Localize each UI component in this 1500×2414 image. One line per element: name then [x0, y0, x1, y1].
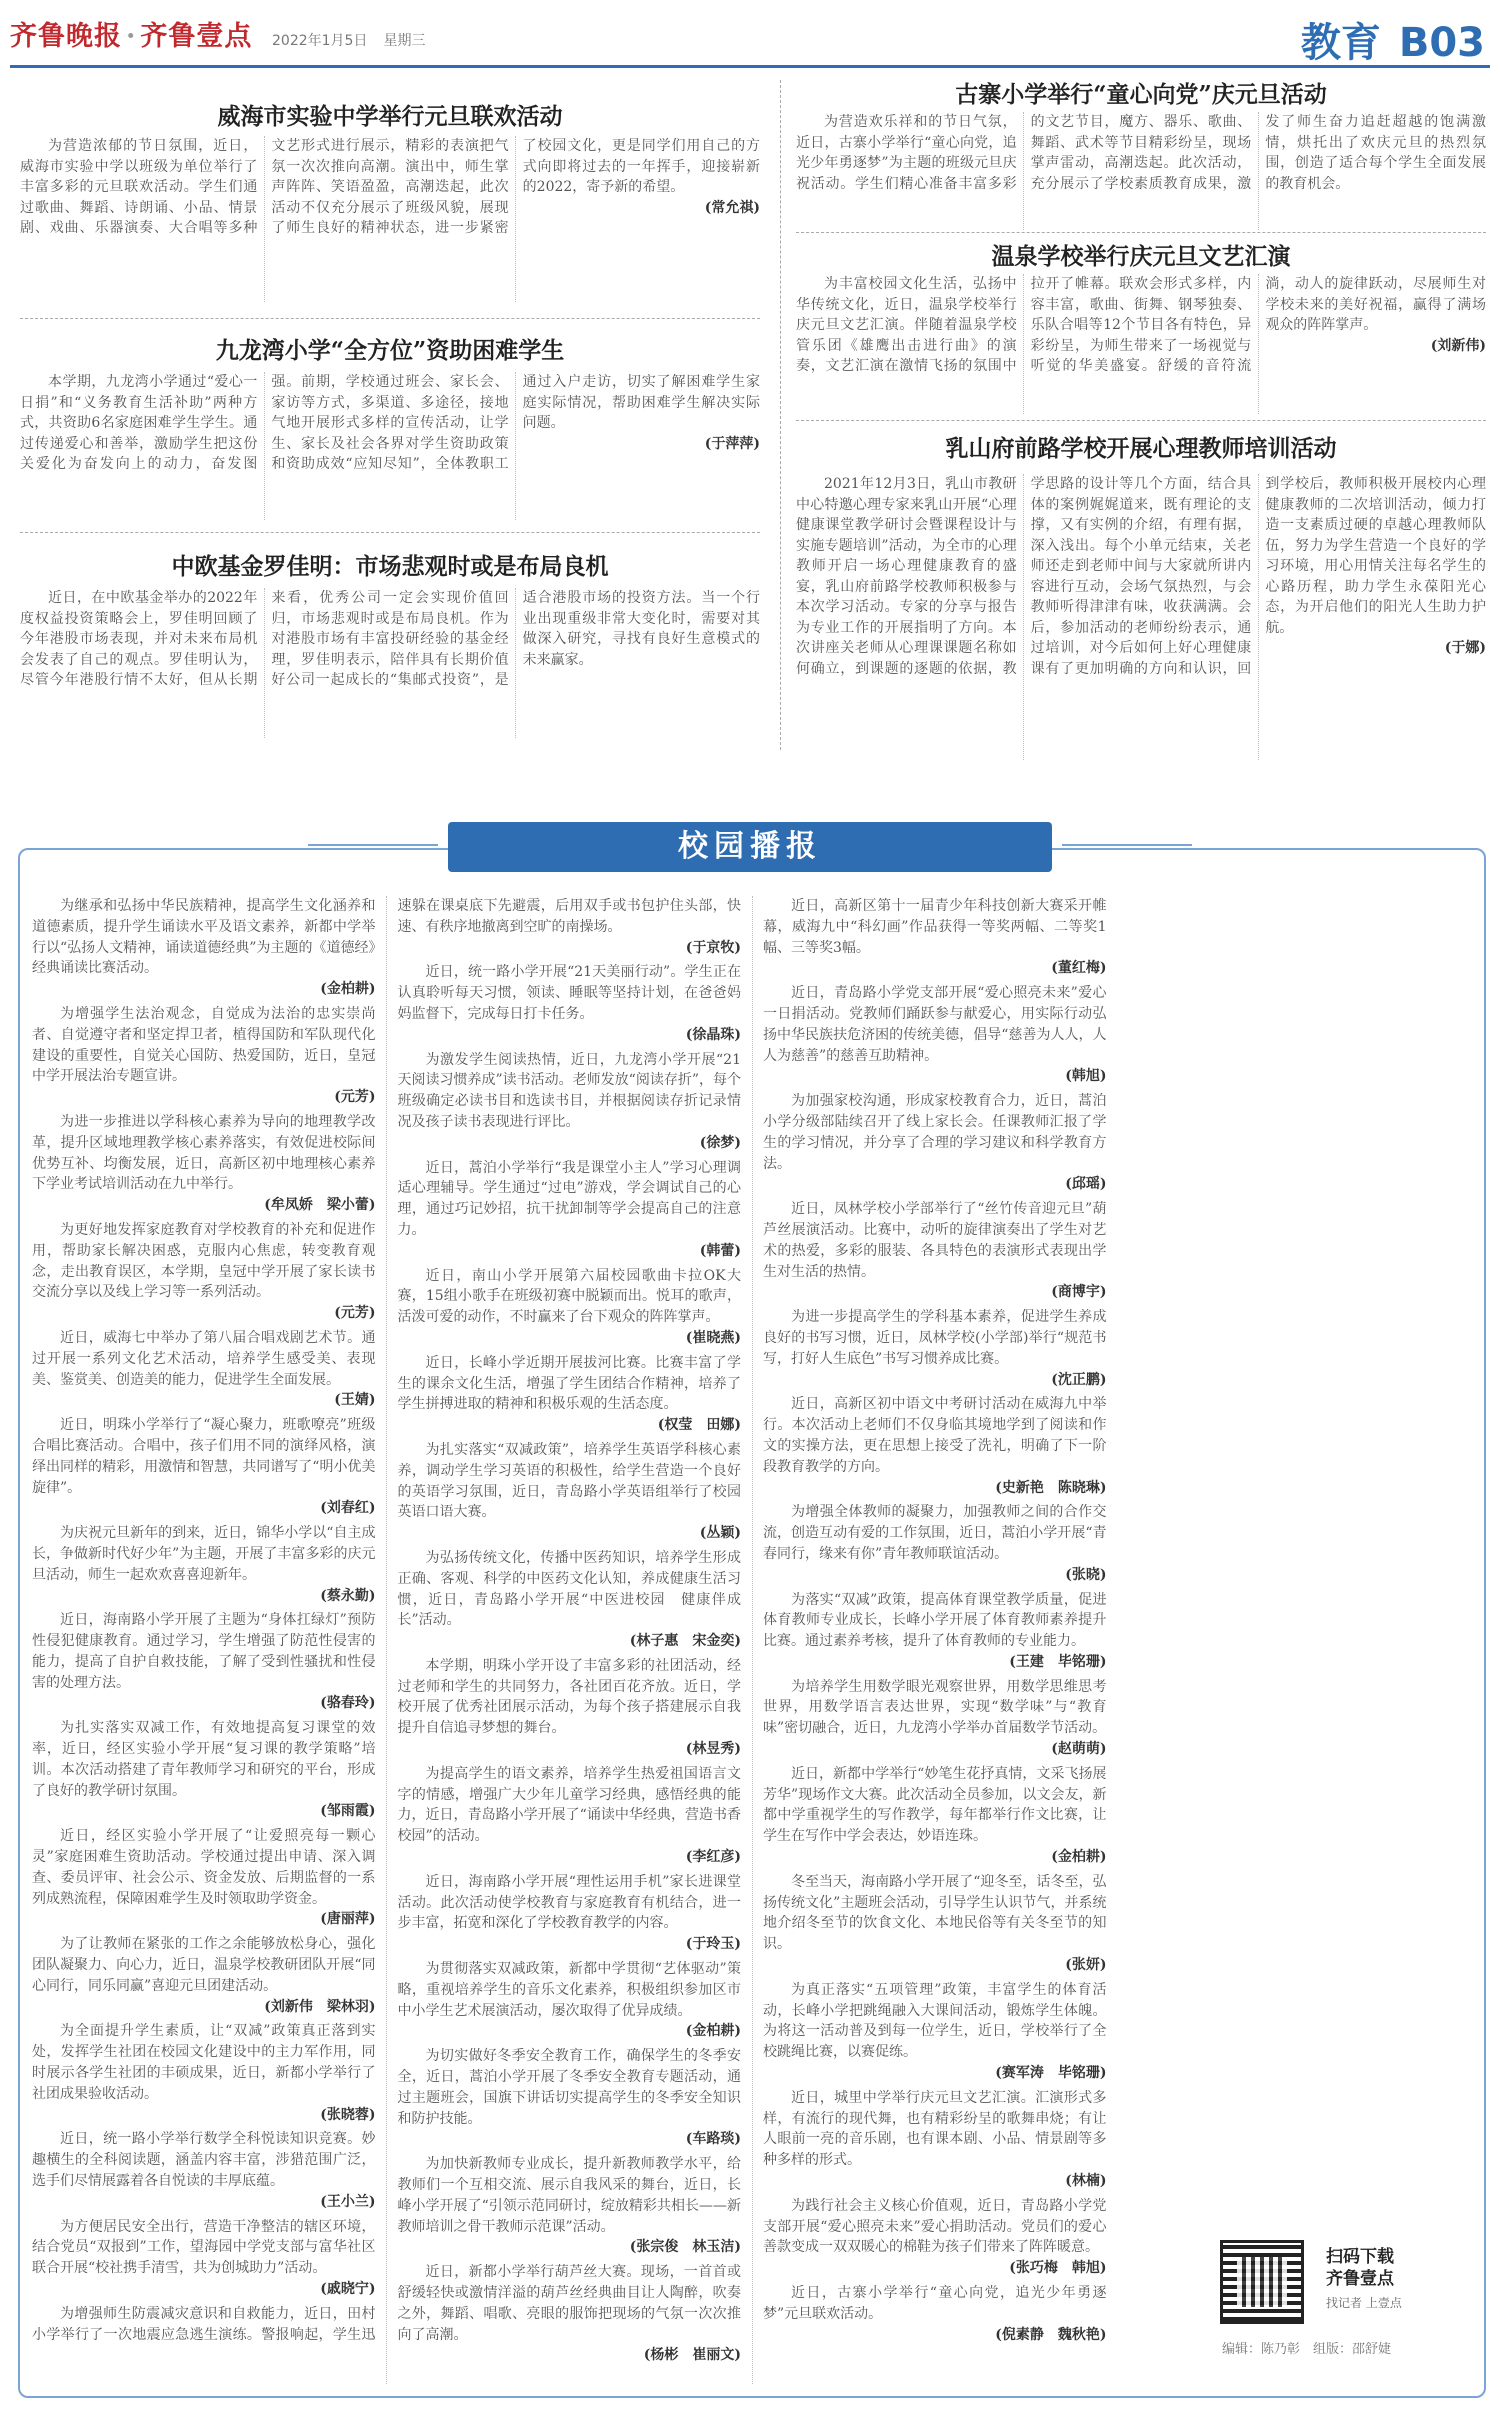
- campus-news-byline: (唐丽萍): [320, 1911, 376, 1928]
- campus-news-text: 为加快新教师专业成长，提升新教师教学水平，给教师们一个互相交流、展示自我风采的舞台，近日，长峰小学开展了“引领示范同研讨，绽放精彩共相长——新教师培训之骨干教师示范课”活动。: [397, 2156, 741, 2235]
- headline-jiulongwan: 九龙湾小学“全方位”资助困难学生: [215, 337, 565, 364]
- campus-news-text: 近日，统一路小学开展“21天美丽行动”。学生正在认真聆听每天习惯，领读、睡眠等坚持计划，在爸爸妈妈监督下，完成每日打卡任务。: [397, 964, 741, 1022]
- campus-news-text: 近日，高新区初中语文中考研讨活动在威海九中举行。本次活动上老师们不仅身临其境地学到了阅读和作文的实操方法，更在思想上接受了洗礼，明确了下一阶段教育教学的方向。: [763, 1396, 1107, 1475]
- campus-news-item: [32, 1826, 376, 1930]
- campus-news-item: [398, 2154, 742, 2258]
- campus-news-item: [763, 1091, 1107, 1195]
- campus-news-text: 为增强师生防震减灾意识和自救能力，近日，田村小学举行了一次地震应急逃生演练。警报响起，学生迅速躲在课桌底下先避震，后用双手或书包护住头部，快速、有秩序地撤离到空旷的南操场。: [32, 898, 741, 2343]
- campus-news-item: [398, 2046, 742, 2150]
- campus-news-byline: (张晓): [1065, 1566, 1107, 1583]
- campus-news-text: 近日，威海七中举办了第八届合唱戏剧艺术节。通过开展一系列文化艺术活动，培养学生感受美、表现美、鉴赏美、创造美的能力，促进学生全面发展。: [32, 1329, 376, 1388]
- download-slogan: 找记者 上壹点: [1326, 2296, 1402, 2310]
- campus-news-byline: (车路琰): [685, 2131, 741, 2148]
- campus-news-text: 为方便居民安全出行，营造干净整洁的辖区环境，结合党员“双报到”工作，望海园中学党支部与富华社区联合开展“校社携手清雪，共为创城助力”活动。: [32, 2218, 376, 2277]
- campus-news-byline: (董红梅): [1051, 960, 1107, 977]
- campus-news-item: [32, 1610, 376, 1714]
- campus-news-byline: (张晓蓉): [320, 2106, 376, 2123]
- campus-news-item: [32, 1523, 376, 1606]
- campus-news-text: 为贯彻落实双减政策，新都中学贯彻“艺体驱动”策略，重视培养学生的音乐文化素养，积极组织参加区市中小学生艺术展演活动，屡次取得了优异成绩。: [397, 1961, 741, 2019]
- campus-news-byline: (骆春玲): [320, 1695, 376, 1712]
- headline-guzhai: 古寨小学举行“童心向党”庆元旦活动: [955, 81, 1327, 108]
- campus-news-byline: (王婧): [334, 1392, 376, 1409]
- campus-news-list: [32, 896, 1472, 2384]
- campus-news-byline: (林昱秀): [685, 1741, 741, 1758]
- campus-news-text: 为庆祝元旦新年的到来，近日，锦华小学以“自主成长，争做新时代好少年”为主题，开展了丰富多彩的庆元旦活动，师生一起欢欢喜喜迎新年。: [32, 1525, 376, 1583]
- campus-news-text: 近日，青岛路小学党支部开展“爱心照亮未来”爱心一日捐活动。党教师们踊跃参与献爱心，用实际行动弘扬中华民族扶危济困的传统美德，倡导“慈善为人人，人人为慈善”的慈善互助精神。: [763, 985, 1107, 1064]
- campus-news-text: 为提高学生的语文素养，培养学生热爱祖国语言文字的情感，增强广大少年儿童学习经典，感悟经典的能力，近日，青岛路小学开展了“诵读中华经典，营造书香校园”的活动。: [397, 1765, 741, 1845]
- campus-news-item: [32, 1934, 376, 2017]
- article-guzhai: 为营造欢乐祥和的节日气氛，近日，古寨小学举行“童心向党，追光少年勇逐梦”为主题的班级元旦庆祝活动。学生们精心准备丰富多彩的文艺节目，魔方、器乐、歌曲、舞蹈、武术等节目精彩纷呈，现场掌声雷动，高潮迭起。此次活动，充分展示了学校素质教育成果，激发了师生奋力追赶超越的饱满激情，烘托出了欢庆元旦的热烈氛围，创造了适合每个学生全面发展的教育机会。: [796, 114, 1486, 192]
- campus-news-item: [763, 1980, 1107, 2084]
- article-rushan: 2021年12月3日，乳山市教研中心特邀心理专家来乳山开展“心理健康课堂教学研讨会暨课程设计与实施专题培训”活动，为全市的心理教师开启一场心理健康教育的盛宴，乳山府前路学校教师积极参与本次学习活动。专家的分享与报告为专业工作的开展指明了方向。本次讲座关老师从心理课课题名称如何确立，到课题的逐题的依据，教学思路的设计等几个方面，结合具体的案例娓娓道来，既有理论的支撑，又有实例的介绍，有理有据，深入浅出。每个小单元结束，关老师还走到老师中间与大家就所讲内容进行互动，会场气氛热烈，与会教师听得津津有味，收获满满。会后，参加活动的老师纷纷表示，通过培训，对今后如何上好心理健康课有了更加明确的方向和认识，回到学校后，教师积极开展校内心理健康教师的二次培训活动，倾力打造一支素质过硬的卓越心理教师队伍，努力为学生营造一个良好的学习环境，用心用情关注每名学生的心路历程，助力学生永葆阳光心态，为开启他们的阳光人生助力护航。 (于娜): [796, 476, 1486, 677]
- campus-news-byline: (丛颖): [699, 1525, 741, 1542]
- campus-news-item: [398, 962, 742, 1045]
- campus-news-text: 为扎实落实双减工作，有效地提高复习课堂的效率，近日，经区实验小学开展“复习课的教学策略”培训。本次活动搭建了青年教师学习和研究的平台，形成了良好的教学研讨氛围。: [32, 1720, 376, 1799]
- campus-news-byline: (王建 毕铭珊): [1009, 1653, 1107, 1670]
- issue-date: 2022年1月5日 星期三: [272, 33, 426, 49]
- headline-zhongou-fund: 中欧基金罗佳明：市场悲观时或是布局良机: [171, 553, 609, 580]
- campus-news-byline: (蔡永勤): [320, 1587, 376, 1604]
- campus-news-text: 近日，海南路小学开展“理性运用手机”家长进课堂活动。此次活动使学校教育与家庭教育有机结合，进一步丰富，拓宽和深化了学校教育教学的内容。: [397, 1873, 741, 1932]
- campus-news-item: [763, 1677, 1107, 1760]
- brand-name: 齐鲁壹点: [140, 21, 253, 52]
- campus-news-item: [32, 2021, 376, 2125]
- campus-news-text: 为落实“双减”政策，提高体育课堂教学质量，促进体育教师专业成长，长峰小学开展了体育教师素养提升比赛。通过素养考核，提升了体育教师的专业能力。: [763, 1591, 1107, 1650]
- campus-news-text: 为更好地发挥家庭教育对学校教育的补充和促进作用，帮助家长解决困惑，克服内心焦虑，转变教育观念，走出教育误区，本学期，皇冠中学开展了家长读书交流分享以及线上学习等一系列活动。: [32, 1221, 376, 1301]
- campus-news-text: 为激发学生阅读热情，近日，九龙湾小学开展“21天阅读习惯养成”读书活动。老师发放“阅读存折”，每个班级确定必读书目和选读书目，并根据阅读存折记录情况及孩子读书表现进行评比。: [397, 1051, 741, 1130]
- article-wenquan: 为丰富校园文化生活，弘扬中华传统文化，近日，温泉学校举行庆元旦文艺汇演。伴随着温泉学校管乐团《雄鹰出击进行曲》的演奏，文艺汇演在激情飞扬的氛围中拉开了帷幕。联欢会形式多样，内容丰富，歌曲、街舞、钢琴独奏、乐队合唱等12个节目各有特色，异彩纷呈，为师生带来了一场视觉与听觉的华美盛宴。舒缓的音符流淌，动人的旋律跃动，尽展师生对学校未来的美好祝福，赢得了满场观众的阵阵掌声。 (刘新伟): [796, 276, 1486, 374]
- campus-news-byline: (于玲玉): [685, 1936, 741, 1953]
- campus-news-item: [398, 1548, 742, 1652]
- campus-news-item: [32, 1112, 376, 1216]
- campus-news-item: [398, 1353, 742, 1436]
- campus-news-item: [763, 1764, 1107, 1868]
- campus-news-text: 为培养学生用数学眼光观察世界，用数学思维思考世界，用数学语言表达世界，实现“数学味”与“教育味”密切融合，近日，九龙湾小学举办首届数学节活动。: [763, 1678, 1107, 1737]
- campus-news-byline: (刘春红): [320, 1500, 376, 1517]
- campus-news-byline: (赛军涛 毕铭珊): [995, 2065, 1107, 2082]
- campus-news-text: 近日，新都小学举行葫芦丝大赛。现场，一首首或舒缓轻快或激情洋溢的葫芦丝经典曲目让人陶醉，吹奏之外，舞蹈、唱歌、亮眼的服饰把现场的气氛一次次推向了高潮。: [397, 2264, 741, 2343]
- campus-news-text: 为加强家校沟通，形成家校教育合力，近日，蒿泊小学分级部陆续召开了线上家长会。任课教师汇报了学生的学习情况，并分享了合理的学习建议和科学教育方法。: [763, 1093, 1107, 1172]
- campus-news-byline: (崔晓燕): [685, 1329, 741, 1346]
- campus-news-text: 近日，高新区第十一届青少年科技创新大赛采开帷幕，威海九中“科幻画”作品获得一等奖两幅、二等奖1幅、三等奖3幅。: [763, 898, 1107, 956]
- campus-news-text: 近日，海南路小学开展了主题为“身体扛绿灯”预防性侵犯健康教育。通过学习，学生增强了防范性侵害的能力，提高了自护自救技能，了解了受到性骚扰和性侵害的处理方法。: [32, 1612, 376, 1691]
- campus-news-item: [398, 1764, 742, 1868]
- campus-news-item: [32, 896, 376, 1000]
- campus-news-text: 为增强全体教师的凝聚力，加强教师之间的合作交流，创造互动有爱的工作氛围，近日，蒿泊小学开展“青春同行，缘来有你”青年教师联谊活动。: [763, 1504, 1107, 1562]
- campus-news-byline: (王小兰): [320, 2193, 376, 2210]
- campus-news-text: 为切实做好冬季安全教育工作，确保学生的冬季安全，近日，蒿泊小学开展了冬季安全教育专题活动，通过主题班会，国旗下讲话切实提高学生的冬季安全知识和防护技能。: [397, 2048, 741, 2127]
- campus-news-item: [763, 983, 1107, 1087]
- campus-news-item: [398, 1872, 742, 1955]
- campus-news-text: 为弘扬传统文化，传播中医药知识，培养学生形成正确、客观、科学的中医药文化认知，养成健康生活习惯，近日，青岛路小学开展“中医进校园 健康伴成长”活动。: [397, 1549, 741, 1629]
- qr-code-icon[interactable]: [1220, 2240, 1304, 2324]
- campus-news-item: [32, 1220, 376, 1324]
- campus-news-item: [32, 2217, 376, 2300]
- campus-news-byline: (徐梦): [699, 1134, 741, 1151]
- campus-news-item: [32, 2129, 376, 2212]
- campus-news-byline: (史新艳 陈晓琳): [995, 1479, 1107, 1496]
- campus-news-byline: (元芳): [334, 1089, 376, 1106]
- campus-news-item: [763, 2088, 1107, 2192]
- campus-news-text: 为全面提升学生素质，让“双减”政策真正落到实处，发挥学生社团在校园文化建设中的主力军作用，同时展示各学生社团的丰硕成果，近日，新都小学举行了社团成果验收活动。: [32, 2023, 376, 2102]
- campus-news-text: 近日，统一路小学举行数学全科悦读知识竞赛。妙趣横生的全科阅读题，涵盖内容丰富，涉猎范围广泛，选手们尽情展露着各自悦读的丰厚底蕴。: [32, 2131, 376, 2190]
- campus-news-byline: (金柏耕): [1051, 1849, 1107, 1866]
- campus-news-text: 近日，古寨小学举行“童心向党，追光少年勇逐梦”元旦联欢活动。: [763, 2285, 1107, 2322]
- campus-section-title: 校园播报: [448, 822, 1052, 872]
- campus-news-text: 为进一步推进以学科核心素养为导向的地理教学改革，提升区域地理教学核心素养落实，有效促进校际间优势互补、均衡发展，近日，高新区初中地理核心素养下学业考试培训活动在九中举行。: [32, 1113, 376, 1193]
- campus-news-byline: (徐晶珠): [685, 1026, 741, 1043]
- campus-news-text: 近日，凤林学校小学部举行了“丝竹传音迎元旦”葫芦丝展演活动。比赛中，动听的旋律演奏出了学生对艺术的热爱，多彩的服装、各具特色的表演形式表现出学生对生活的热情。: [763, 1201, 1107, 1280]
- campus-news-text: 为真正落实“五项管理”政策，丰富学生的体育活动，长峰小学把跳绳融入大课间活动，锻炼学生体魄。为将这一活动普及到每一位学生，近日，学校举行了全校跳绳比赛，以赛促练。: [763, 1981, 1107, 2061]
- campus-news-byline: (元芳): [334, 1305, 376, 1322]
- campus-news-byline: (金柏耕): [320, 981, 376, 998]
- campus-news-byline: (韩旭): [1065, 1068, 1107, 1085]
- campus-news-item: [398, 1266, 742, 1349]
- campus-news-byline: (商博宇): [1051, 1284, 1107, 1301]
- campus-news-byline: (韩蕾): [699, 1242, 741, 1259]
- campus-news-byline: (赵萌萌): [1051, 1741, 1107, 1758]
- article-zhongou-fund: 近日，在中欧基金举办的2022年度权益投资策略会上，罗佳明回顾了今年港股市场表现，并对未来布局机会发表了自己的观点。罗佳明认为，尽管今年港股行情不太好，但从长期来看，优秀公司一定会实现价值回归，市场悲观时或是布局良机。作为对港股市场有丰富投研经验的基金经理，罗佳明表示，陪伴具有长期价值好公司一起成长的“集邮式投资”，是适合港股市场的投资方法。当一个行业出现重级非常大变化时，需要对其做深入研究，寻找有良好生意模式的未来赢家。: [20, 590, 760, 688]
- editor-credit: 编辑：陈乃彰 组版：邵舒婕: [1222, 2342, 1392, 2357]
- campus-news-text: 近日，明珠小学举行了“凝心聚力，班歌嘹亮”班级合唱比赛活动。合唱中，孩子们用不同的演绎风格，演绎出同样的精彩，用激情和智慧，共同谱写了“明小优美旋律”。: [32, 1417, 376, 1496]
- campus-news-text: 近日，经区实验小学开展了“让爱照亮每一颗心灵”家庭困难生资助活动。学校通过提出申请、深入调查、委员评审、社会公示、资金发放、后期监督的一系列成熟流程，保障困难学生及时领取助学资金。: [32, 1828, 376, 1907]
- campus-news-item: [763, 896, 1107, 979]
- masthead: [10, 8, 1490, 68]
- campus-news-item: [763, 1394, 1107, 1498]
- campus-news-item: [398, 1050, 742, 1154]
- campus-news-item: [398, 2262, 742, 2366]
- campus-news-byline: (李红彦): [685, 1849, 741, 1866]
- campus-news-item: [763, 1502, 1107, 1585]
- campus-news-text: 为增强学生法治观念，自觉成为法治的忠实崇尚者、自觉遵守者和坚定捍卫者，植得国防和军队现代化建设的重要性，自觉关心国防、热爱国防，近日，皇冠中学开展法治专题宣讲。: [32, 1005, 376, 1085]
- campus-news-byline: (张妍): [1065, 1957, 1107, 1974]
- campus-news-item: [32, 1718, 376, 1822]
- campus-news-item: [763, 1307, 1107, 1390]
- campus-news-item: [763, 2196, 1107, 2279]
- campus-news-byline: (林子惠 宋金奕): [629, 1633, 741, 1650]
- campus-news-item: [32, 1004, 376, 1108]
- headline-wenquan: 温泉学校举行庆元旦文艺汇演: [991, 243, 1291, 270]
- campus-news-item: [763, 2283, 1107, 2345]
- download-prompt: 扫码下载 齐鲁壹点: [1326, 2247, 1394, 2289]
- campus-news-byline: (权莹 田娜): [657, 1417, 741, 1434]
- campus-news-text: 为了让教师在紧张的工作之余能够放松身心，强化团队凝聚力、向心力，近日，温泉学校教研团队开展“同心同行，同乐同赢”喜迎元旦团建活动。: [32, 1936, 376, 1994]
- section-label: 教育 B03: [1300, 20, 1485, 66]
- campus-news-item: [32, 1415, 376, 1519]
- campus-news-text: 为继承和弘扬中华民族精神，提高学生文化涵养和道德素质，提升学生诵读水平及语文素养，新都中学举行以“弘扬人文精神，诵读道德经典”为主题的《道德经》经典诵读比赛活动。: [32, 898, 376, 977]
- campus-news-byline: (林楠): [1065, 2173, 1107, 2190]
- campus-news-item: [398, 1656, 742, 1760]
- campus-news-text: 冬至当天，海南路小学开展了“迎冬至，话冬至，弘扬传统文化”主题班会活动，引导学生认识节气，并系统地介绍冬至节的饮食文化、本地民俗等有关冬至节的知识。: [763, 1873, 1107, 1953]
- campus-news-item: [763, 1199, 1107, 1303]
- article-weihai-experiment: 为营造浓郁的节日氛围，近日，威海市实验中学以班级为单位举行了丰富多彩的元旦联欢活动。学生们通过歌曲、舞蹈、诗朗诵、小品、情景剧、戏曲、乐器演奏、大合唱等多种文艺形式进行展示，精彩的表演把气氛一次次推向高潮。演出中，师生掌声阵阵、笑语盈盈，高潮迭起，此次活动不仅充分展示了班级风貌，展现了师生良好的精神状态，进一步紧密了校园文化，更是同学们用自己的方式向即将过去的一年挥手，迎接崭新的2022，寄予新的希望。 (常允祺): [20, 138, 760, 236]
- campus-news-text: 近日，南山小学开展第六届校园歌曲卡拉OK大赛，15组小歌手在班级初赛中脱颖而出。悦耳的歌声，活泼可爱的动作，不时赢来了台下观众的阵阵掌声。: [397, 1267, 741, 1326]
- campus-news-byline: (邹雨霞): [320, 1803, 376, 1820]
- campus-news-byline: (金柏耕): [685, 2023, 741, 2040]
- campus-news-byline: (戚晓宁): [320, 2281, 376, 2297]
- campus-news-item: [763, 1872, 1107, 1976]
- campus-news-byline: (张巧梅 韩旭): [1009, 2260, 1107, 2277]
- campus-news-byline: (于京牧): [685, 939, 741, 956]
- campus-news-item: [398, 1440, 742, 1544]
- headline-rushan: 乳山府前路学校开展心理教师培训活动: [945, 435, 1337, 462]
- campus-news-text: 为践行社会主义核心价值观，近日，青岛路小学党支部开展“爱心照亮未来”爱心捐助活动。党员们的爱心善款变成一双双暖心的棉鞋为孩子们带来了阵阵暖意。: [763, 2197, 1107, 2256]
- headline-weihai-experiment: 威海市实验中学举行元旦联欢活动: [217, 103, 563, 130]
- campus-news-text: 本学期，明珠小学开设了丰富多彩的社团活动，经过老师和学生的共同努力，各社团百花齐放。近日，学校开展了优秀社团展示活动，为每个孩子搭建展示自我提升自信追寻梦想的舞台。: [397, 1657, 741, 1737]
- campus-news-item: [32, 1328, 376, 1411]
- campus-news-text: 近日，新都中学举行“妙笔生花抒真情，文采飞扬展芳华”现场作文大赛。此次活动全员参加，以文会友，新都中学重视学生的写作教学，每年都举行作文比赛，让学生在写作中学会表达，妙语连珠。: [763, 1765, 1107, 1845]
- campus-news-byline: (张宗俊 林玉洁): [629, 2239, 741, 2256]
- app-download-box: [1218, 2238, 1468, 2386]
- article-jiulongwan: 本学期，九龙湾小学通过“爱心一日捐”和“义务教育生活补助”两种方式，共资助6名家庭困难学生学生。通过传递爱心和善举，激励学生把这份关爱化为奋发向上的动力，奋发图强。前期，学校通过班会、家长会、家访等方式，多渠道、多途径，接地气地开展形式多样的宣传活动，让学生、家长及社会各界对学生资助政策和资助成效“应知尽知”，全体教职工通过入户走访，切实了解困难学生家庭实际情况，帮助困难学生解决实际问题。 (于萍萍): [20, 374, 760, 472]
- campus-news-text: 为进一步提高学生的学科基本素养，促进学生养成良好的书写习惯，近日，凤林学校(小学部)举行“规范书写，打好人生底色”书写习惯养成比赛。: [763, 1309, 1107, 1367]
- campus-news-byline: (牟凤娇 梁小蕾): [264, 1197, 376, 1214]
- campus-news-text: 近日，长峰小学近期开展拔河比赛。比赛丰富了学生的课余文化生活，增强了学生团结合作精神，培养了学生拼搏进取的精神和积极乐观的生活态度。: [397, 1354, 741, 1413]
- campus-news-byline: (邱瑶): [1065, 1176, 1107, 1193]
- campus-news-byline: (沈正鹏): [1051, 1371, 1107, 1388]
- campus-news-text: 近日，城里中学举行庆元旦文艺汇演。汇演形式多样，有流行的现代舞，也有精彩纷呈的歌舞串烧；有让人眼前一亮的音乐剧，也有课本剧、小品、情景剧等多种多样的形式。: [763, 2089, 1107, 2169]
- campus-news-item: [763, 1590, 1107, 1673]
- page-number: B03: [1398, 20, 1485, 66]
- campus-news-byline: (倪素静 魏秋艳): [995, 2326, 1107, 2343]
- campus-news-item: [398, 1158, 742, 1262]
- campus-news-byline: (刘新伟 梁林羽): [264, 1998, 376, 2015]
- campus-news-byline: (杨彬 崔丽文): [643, 2347, 741, 2364]
- campus-news-text: 为扎实落实“双减政策”，培养学生英语学科核心素养，调动学生学习英语的积极性，给学生营造一个良好的英语学习氛围，近日，青岛路小学英语组举行了校园英语口语大赛。: [397, 1441, 741, 1521]
- newspaper-logo: 齐鲁晚报 · 齐鲁壹点: [10, 21, 253, 52]
- campus-news-item: [398, 1959, 742, 2042]
- campus-news-text: 近日，蒿泊小学举行“我是课堂小主人”学习心理调适心理辅导。学生通过“过电”游戏，学会调试自己的心理，通过巧记妙招，抗干扰卸制等学会提高自己的注意力。: [397, 1159, 741, 1238]
